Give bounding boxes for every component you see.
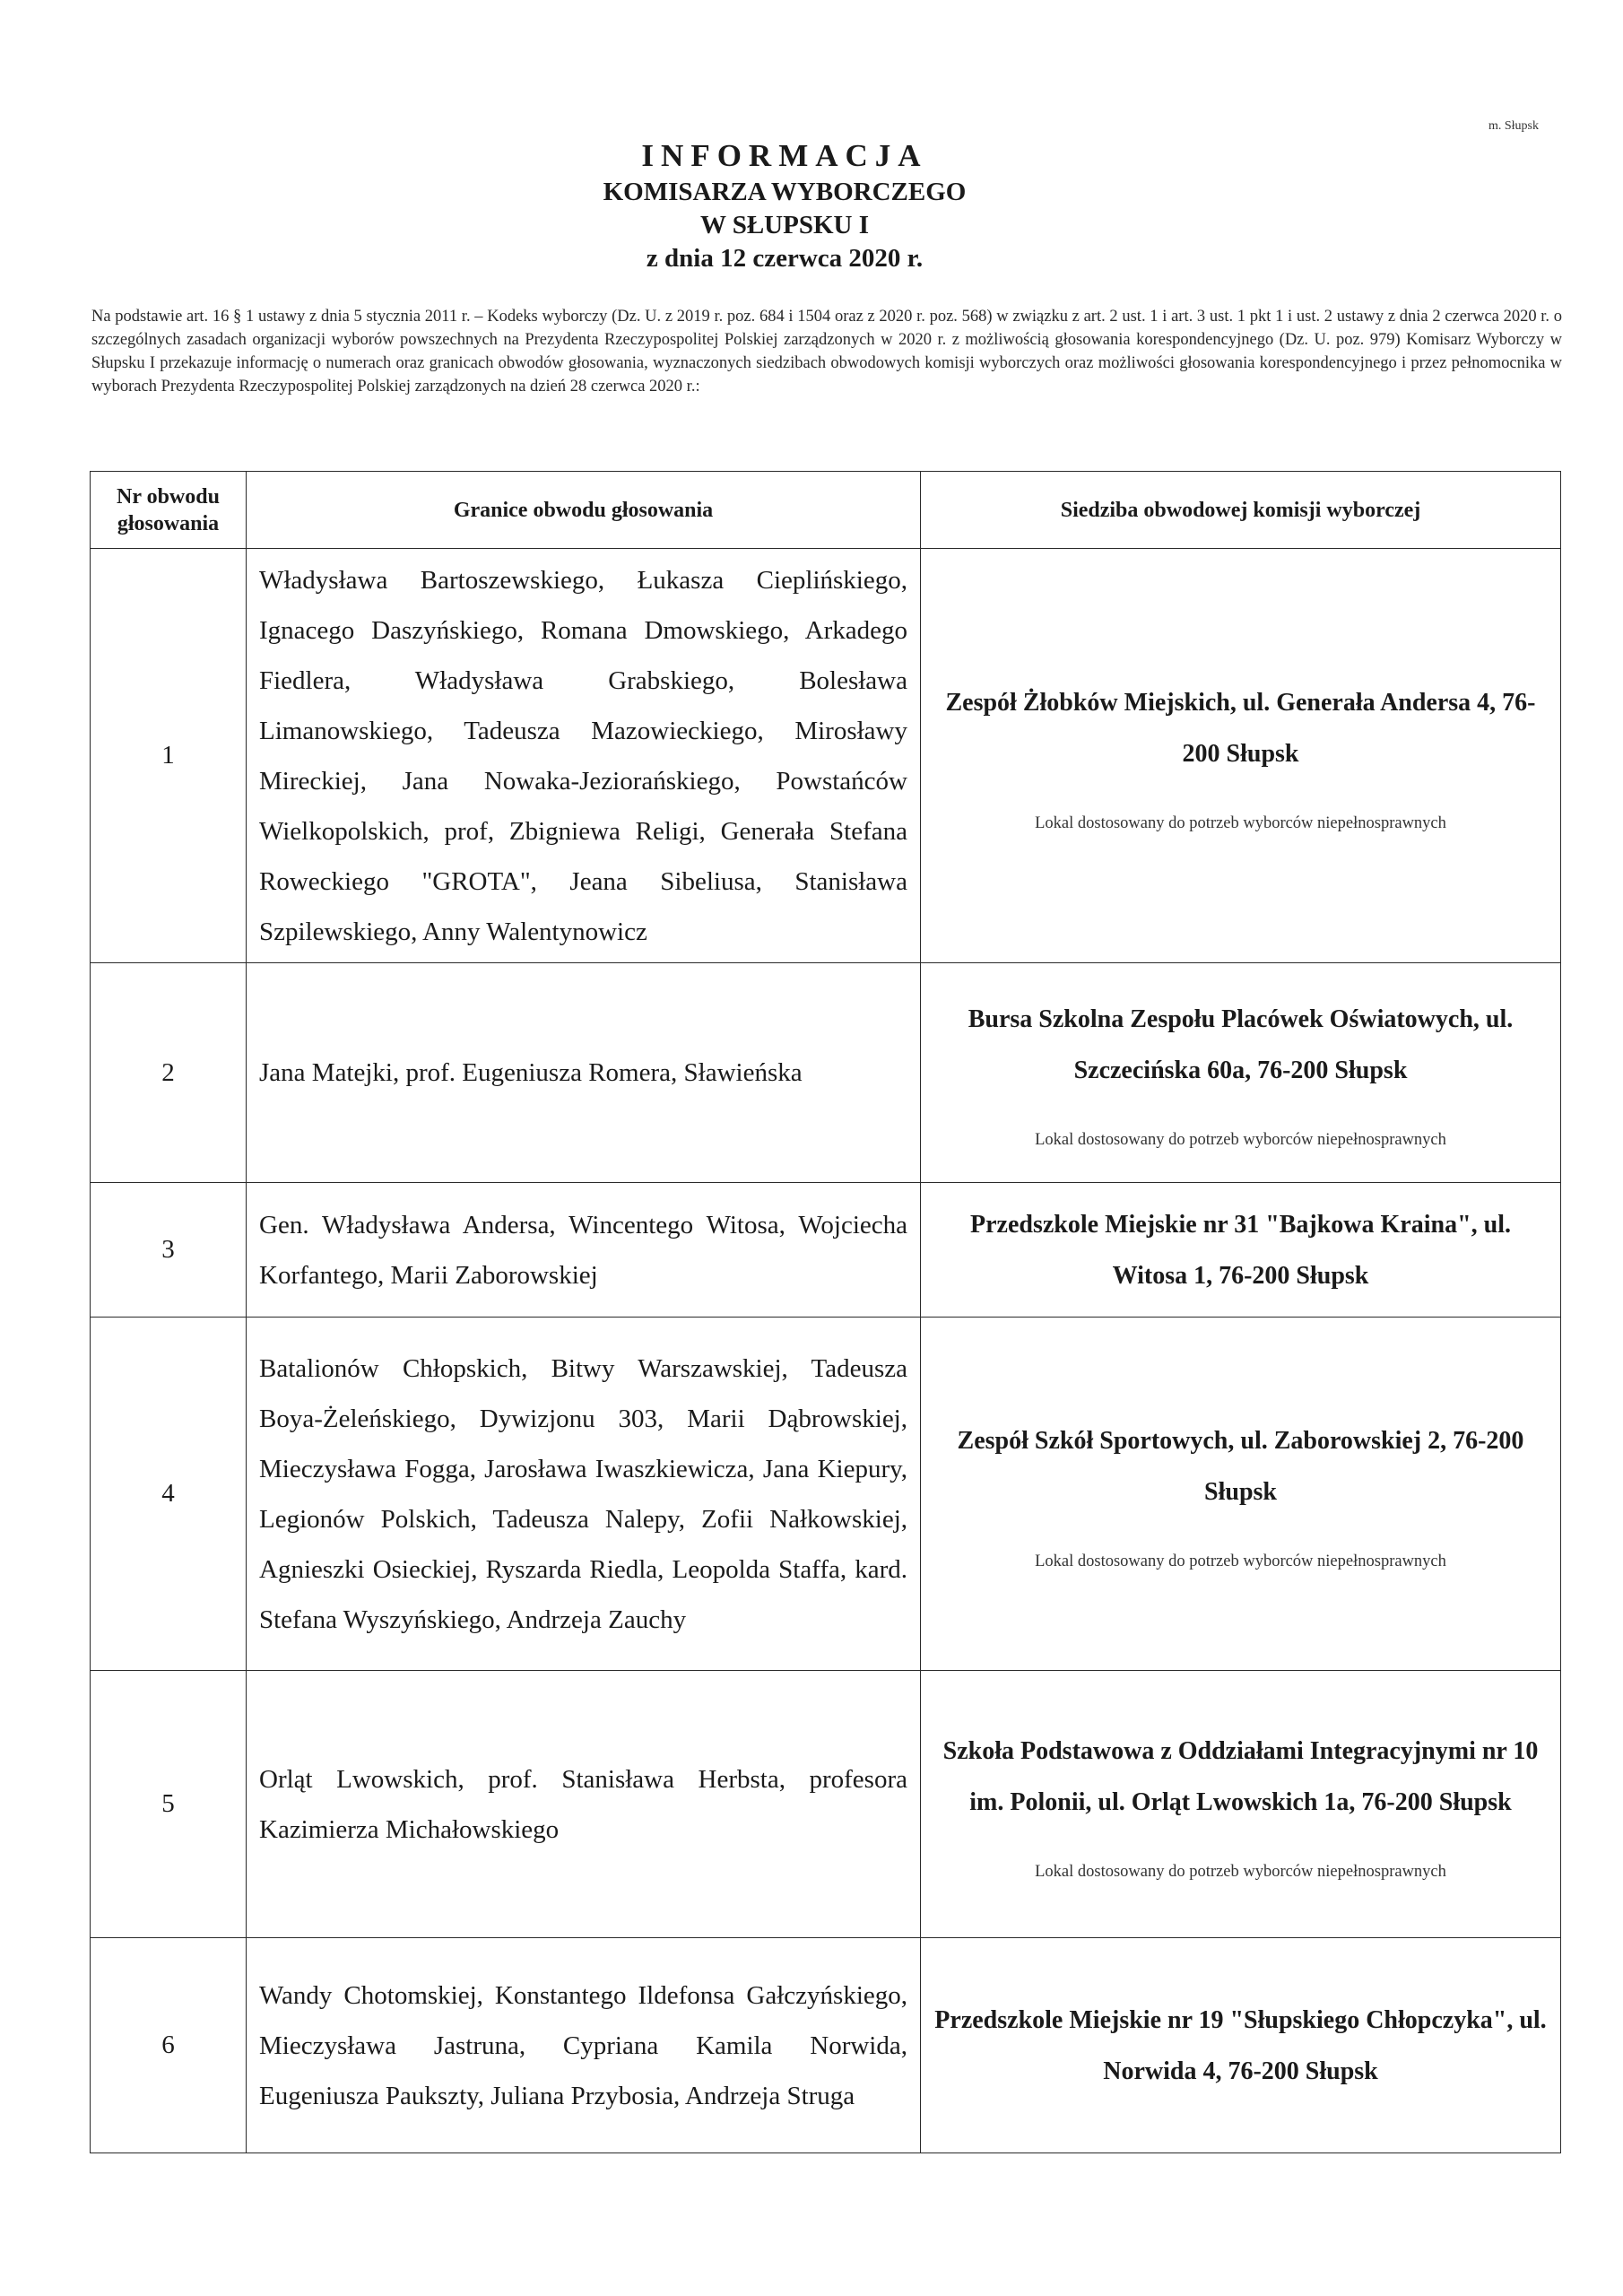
intro-paragraph: Na podstawie art. 16 § 1 ustawy z dnia 5 stycznia 2011 r. – Kodeks wyborczy (Dz. U. z 2019 r. poz. 684 i 1504 oraz z 2020 r. poz. 568) w związku z art. 2 ust. 1 i art. 3 ust. 1 pkt 1 i ust. 2 ustawy z dnia 2 czerwca 2020 r. o szczególnych zasadach organizacji wyborów powszechnych na Prezydenta Rzeczypospolitej Polskiej zarządzonych w 2020 r. z możliwością głosowania korespondencyjnego (Dz. U. poz. 979) Komisarz Wyborczy w Słupsku I przekazuje informację o numerach oraz granicach obwodów głosowania, wyznaczonych siedzibach obwodowych komisji wyborczych oraz możliwości głosowania korespondencyjnego i przez pełnomocnika w wyborach Prezydenta Rzeczypospolitej Polskiej zarządzonych na dzień 28 czerwca 2020 r.:: [91, 308, 1562, 396]
header-boundaries: Granice obwodu głosowania: [247, 472, 921, 549]
accessibility-note: Lokal dostosowany do potrzeb wyborców niepełnosprawnych: [1035, 1862, 1446, 1881]
district-boundaries: Jana Matejki, prof. Eugeniusza Romera, Sławieńska: [247, 963, 921, 1183]
corner-note: m. Słupsk: [1488, 119, 1539, 133]
district-boundaries: Gen. Władysława Andersa, Wincentego Witosa, Wojciecha Korfantego, Marii Zaborowskiej: [247, 1183, 921, 1318]
document-header: [0, 136, 1623, 275]
district-number: 6: [91, 1938, 247, 2153]
districts-table: [90, 471, 1561, 2153]
seat-address: Szkoła Podstawowa z Oddziałami Integracyjnymi nr 10 im. Polonii, ul. Orląt Lwowskich 1a, 76-200 Słupsk: [942, 1736, 1539, 1816]
table-row: [91, 1183, 1561, 1318]
issuer-line: KOMISARZA WYBORCZEGO: [603, 178, 967, 206]
table-row: [91, 1938, 1561, 2153]
seat-address: Zespół Żłobków Miejskich, ul. Generała Andersa 4, 76-200 Słupsk: [945, 688, 1536, 768]
seat-address: Zespół Szkół Sportowych, ul. Zaborowskiej 2, 76-200 Słupsk: [957, 1426, 1524, 1506]
accessibility-note: Lokal dostosowany do potrzeb wyborców niepełnosprawnych: [1035, 1131, 1446, 1149]
district-boundaries: Władysława Bartoszewskiego, Łukasza Cieplińskiego, Ignacego Daszyńskiego, Romana Dmowskiego, Arkadego Fiedlera, Władysława Grabskiego, Bolesława Limanowskiego, Tadeusza Mazowieckiego, Mirosławy Mireckiej, Jana Nowaka-Jeziorańskiego, Powstańców Wielkopolskich, prof, Zbigniewa Religi, Generała Stefana Roweckiego "GROTA", Jeana Sibeliusa, Stanisława Szpilewskiego, Anny Walentynowicz: [247, 549, 921, 963]
table-row: [91, 963, 1561, 1183]
document-title: INFORMACJA: [641, 138, 928, 173]
header-district-number: Nr obwodu głosowania: [91, 472, 247, 549]
commission-seat: [921, 549, 1561, 963]
district-boundaries: Wandy Chotomskiej, Konstantego Ildefonsa Gałczyńskiego, Mieczysława Jastruna, Cypriana Kamila Norwida, Eugeniusza Paukszty, Juliana Przybosia, Andrzeja Struga: [247, 1938, 921, 2153]
commission-seat: [921, 1938, 1561, 2153]
district-boundaries: Batalionów Chłopskich, Bitwy Warszawskiej, Tadeusza Boya-Żeleńskiego, Dywizjonu 303, Marii Dąbrowskiej, Mieczysława Fogga, Jarosława Iwaszkiewicza, Jana Kiepury, Legionów Polskich, Tadeusza Nalepy, Zofii Nałkowskiej, Agnieszki Osieckiej, Ryszarda Riedla, Leopolda Staffa, kard. Stefana Wyszyńskiego, Andrzeja Zauchy: [247, 1318, 921, 1671]
district-number: 3: [91, 1183, 247, 1318]
accessibility-note: Lokal dostosowany do potrzeb wyborców niepełnosprawnych: [1035, 1552, 1446, 1570]
commission-seat: [921, 1183, 1561, 1318]
district-number: 5: [91, 1671, 247, 1938]
table-row: [91, 549, 1561, 963]
header-seat: Siedziba obwodowej komisji wyborczej: [921, 472, 1561, 549]
district-number: 4: [91, 1318, 247, 1671]
seat-address: Przedszkole Miejskie nr 31 "Bajkowa Kraina", ul. Witosa 1, 76-200 Słupsk: [970, 1210, 1511, 1290]
table-row: [91, 1318, 1561, 1671]
district-number: 2: [91, 963, 247, 1183]
accessibility-note: Lokal dostosowany do potrzeb wyborców niepełnosprawnych: [1035, 813, 1446, 832]
district-number: 1: [91, 549, 247, 963]
table-header-row: [91, 472, 1561, 549]
district-boundaries: Orląt Lwowskich, prof. Stanisława Herbsta, profesora Kazimierza Michałowskiego: [247, 1671, 921, 1938]
issuer-location: W SŁUPSKU I: [699, 211, 870, 239]
seat-address: Przedszkole Miejskie nr 19 "Słupskiego Chłopczyka", ul. Norwida 4, 76-200 Słupsk: [934, 2005, 1547, 2085]
commission-seat: [921, 963, 1561, 1183]
commission-seat: [921, 1318, 1561, 1671]
document-date: z dnia 12 czerwca 2020 r.: [646, 244, 924, 273]
seat-address: Bursa Szkolna Zespołu Placówek Oświatowych, ul. Szczecińska 60a, 76-200 Słupsk: [968, 1005, 1514, 1084]
commission-seat: [921, 1671, 1561, 1938]
table-row: [91, 1671, 1561, 1938]
